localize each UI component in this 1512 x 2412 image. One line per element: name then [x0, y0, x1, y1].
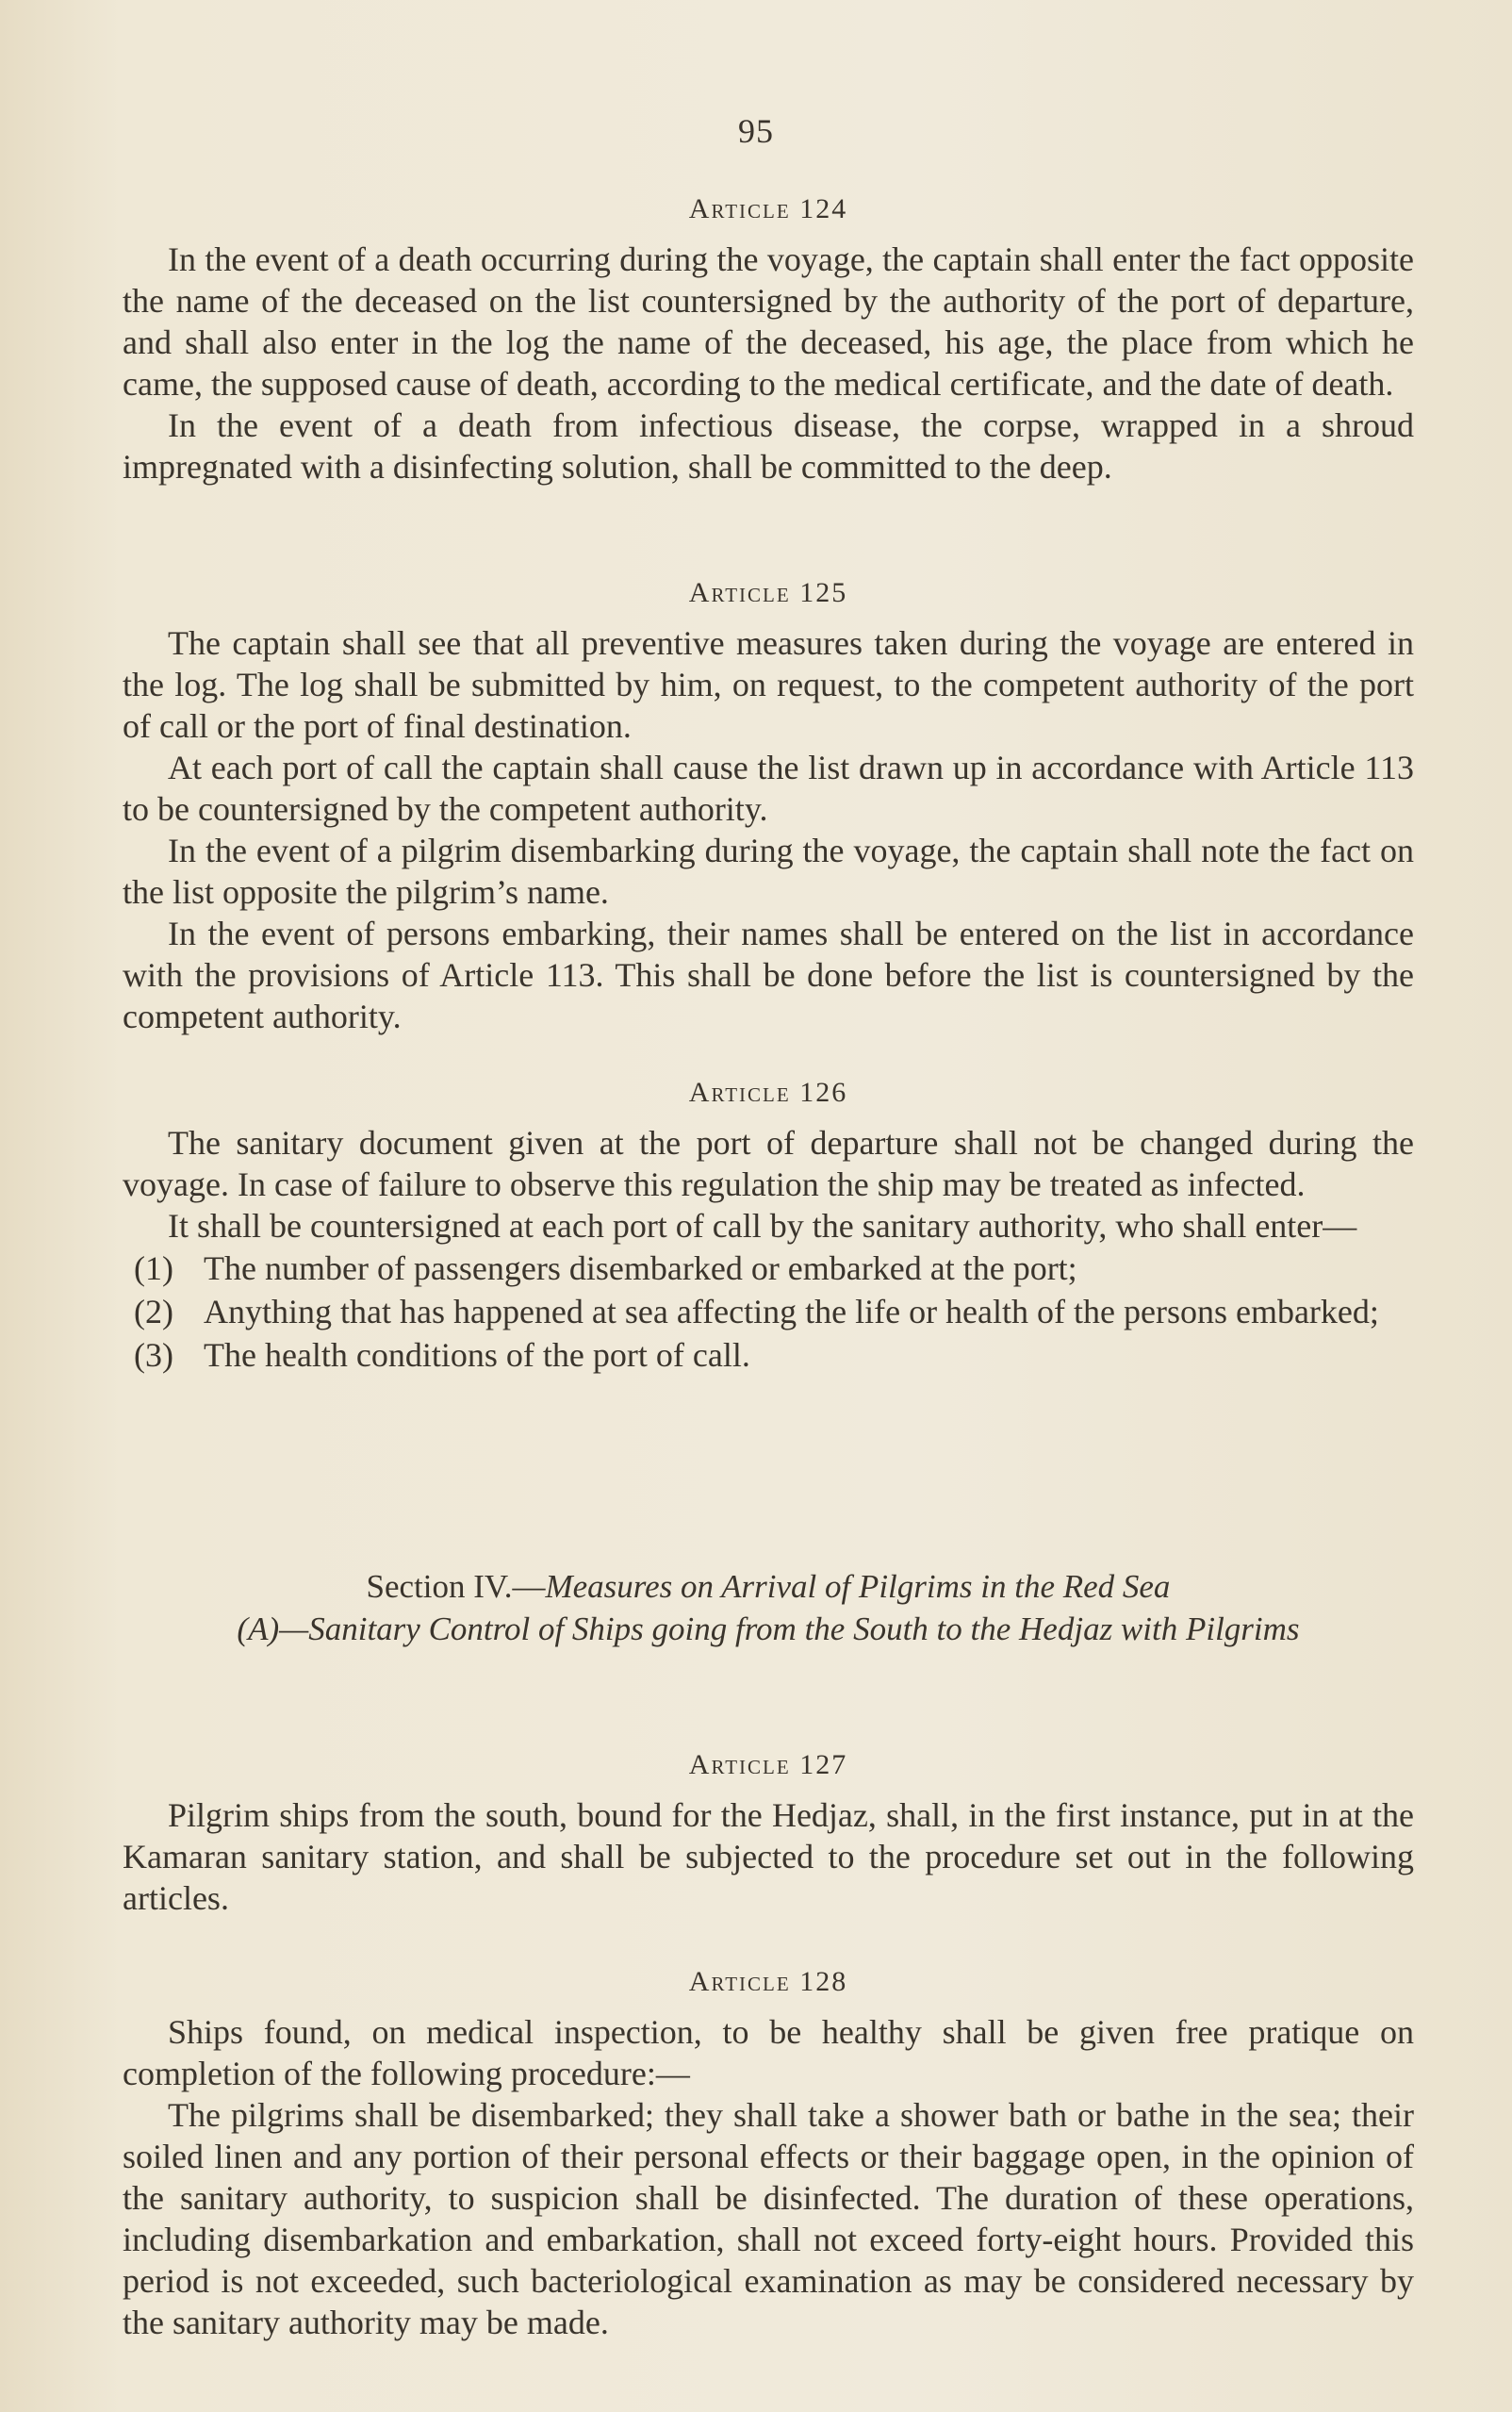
article-heading: Article 125: [688, 577, 848, 608]
article-paragraph: At each port of call the captain shall cause the list drawn up in accordance with Article 113 to be countersigned by the competent authority.: [123, 749, 1414, 828]
article-paragraph: The captain shall see that all preventive measures taken during the voyage are entered in the log. The log shall be submitted by him, on request, to the competent authority of the port of call or the port of final destination.: [123, 624, 1414, 745]
subsection-title: (A)—Sanitary Control of Ships going from the South to the Hedjaz with Pilgrims: [237, 1611, 1300, 1647]
article-paragraph: In the event of a death from infectious disease, the corpse, wrapped in a shroud impregnated with a disinfecting solution, shall be committed to the deep.: [123, 406, 1414, 486]
list-number: (2): [134, 1293, 173, 1330]
list-number: (3): [134, 1336, 173, 1374]
page-number: 95: [738, 112, 774, 150]
list-text: Anything that has happened at sea affecting the life or health of the persons embarked;: [204, 1293, 1379, 1330]
article-heading: Article 124: [688, 193, 848, 224]
section-header: [123, 1565, 1414, 1650]
article-126: [123, 1077, 1414, 1377]
article-paragraph: Pilgrim ships from the south, bound for the Hedjaz, shall, in the first instance, put in at the Kamaran sanitary station, and shall be subjected to the procedure set out in the following articles.: [123, 1796, 1414, 1917]
list-item: [123, 1290, 1414, 1333]
article-paragraph: The pilgrims shall be disembarked; they shall take a shower bath or bathe in the sea; their soiled linen and any portion of their personal effects or their baggage open, in the opinion of the sanitary authority, to suspicion shall be disinfected. The duration of these operations, including disembarkation and embarkation, shall not exceed forty-eight hours. Provided this period is not exceeded, such bacteriological examination as may be considered necessary by the sanitary authority may be made.: [123, 2096, 1414, 2341]
article-paragraph: It shall be countersigned at each port of call by the sanitary authority, who shall enter—: [168, 1207, 1357, 1245]
article-paragraph: In the event of a death occurring during the voyage, the captain shall enter the fact opposite the name of the deceased on the list countersigned by the authority of the port of departure, and shall also enter in the log the name of the deceased, his age, the place from which he came, the supposed cause of death, according to the medical certificate, and the date of death.: [123, 240, 1414, 403]
section-lead: Section IV.—: [366, 1568, 546, 1605]
article-paragraph: In the event of a pilgrim disembarking during the voyage, the captain shall note the fact on the list opposite the pilgrim’s name.: [123, 832, 1414, 911]
article-127: [123, 1749, 1414, 1919]
article-heading: Article 126: [688, 1077, 848, 1108]
article-heading: Article 127: [688, 1749, 848, 1780]
article-125: [123, 577, 1414, 1037]
article-paragraph: The sanitary document given at the port of departure shall not be changed during the voyage. In case of failure to observe this regulation the ship may be treated as infected.: [123, 1124, 1414, 1203]
list-number: (1): [134, 1249, 173, 1287]
article-heading: Article 128: [688, 1966, 848, 1997]
enumerated-list: [123, 1247, 1414, 1377]
list-text: The number of passengers disembarked or embarked at the port;: [204, 1249, 1077, 1287]
article-paragraph: In the event of persons embarking, their names shall be entered on the list in accordance with the provisions of Article 113. This shall be done before the list is countersigned by the competent authority.: [123, 915, 1414, 1035]
section-title-text: Measures on Arrival of Pilgrims in the Red Sea: [545, 1568, 1171, 1605]
section-title: [123, 1565, 1414, 1609]
article-124: [123, 193, 1414, 487]
list-item: [123, 1333, 1414, 1377]
article-128: [123, 1966, 1414, 2343]
article-paragraph: Ships found, on medical inspection, to be healthy shall be given free pratique on completion of the following procedure:—: [123, 2013, 1414, 2092]
list-item: [123, 1247, 1414, 1290]
list-text: The health conditions of the port of call.: [204, 1336, 750, 1374]
